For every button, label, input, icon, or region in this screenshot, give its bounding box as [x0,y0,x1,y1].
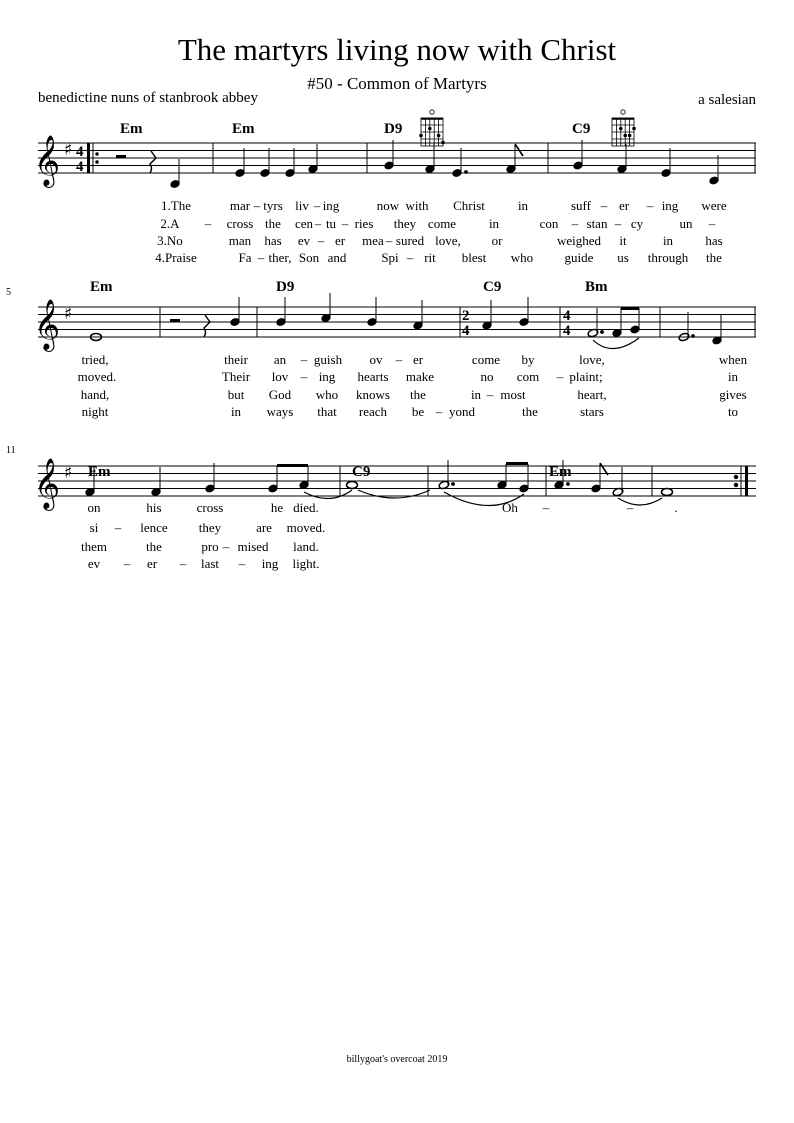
lyric-syllable: er [146,556,158,571]
lyric-syllable: stan [586,216,608,231]
lyric-syllable: hand, [80,387,110,402]
lyric-syllable: it [619,233,627,248]
lyricist-credit: benedictine nuns of stanbrook abbey [38,90,258,106]
lyric-syllable: by [521,352,535,367]
lyric-syllable: mea [362,233,384,248]
lyric-syllable: in [230,404,242,419]
lyric-syllable: ther, [268,250,292,265]
time-signature-bottom: 4 [462,323,470,339]
lyric-syllable: com [516,369,540,384]
lyric-syllable: un [679,216,693,231]
lyric-syllable: that [317,404,337,419]
time-signature-top: 4 [76,144,84,160]
lyric-syllable: tried, [81,352,109,367]
lyric-syllable: guide [564,250,594,265]
lyric-syllable: light. [292,556,320,571]
lyric-syllable: – [314,216,322,231]
lyric-syllable: er [618,198,630,213]
measure-number: 11 [6,445,16,456]
lyric-syllable: the [522,404,538,419]
lyric-syllable: cen [294,216,314,231]
lyric-syllable: – [646,198,654,213]
lyric-syllable: us [617,250,629,265]
lyric-syllable: – [542,500,550,515]
lyric-syllable: – [556,369,564,384]
lyric-syllable: Fa [238,250,252,265]
lyric-syllable: 4.Praise [155,250,197,265]
lyric-syllable: knows [356,387,390,402]
guitar-chord-diagram-d9 [419,110,445,146]
lyric-syllable: plaint; [569,369,603,384]
lyric-syllable: er [334,233,346,248]
lyric-syllable: – [204,216,212,231]
time-signature-top: 4 [563,308,571,324]
lyric-syllable: ev [297,233,311,248]
lyric-syllable: sured [395,233,425,248]
lyric-syllable: yond [449,404,475,419]
lyric-syllable: or [491,233,503,248]
lyric-syllable: ries [354,216,374,231]
chord-symbols [88,121,608,480]
treble-clef: 𝄞 [34,458,61,509]
lyric-syllable: – [600,198,608,213]
lyric-syllable: cy [630,216,644,231]
lyric-syllable: – [406,250,414,265]
notes-system-2 [91,293,756,349]
lyric-syllable: 3.No [157,233,183,248]
lyric-syllable: man [228,233,252,248]
lyric-syllable: ing [322,198,340,213]
chord-symbol: Em [90,279,113,295]
notes-system-3 [85,460,748,506]
lyric-syllable: – [614,216,622,231]
lyric-syllable: gives [719,387,747,402]
lyric-syllable: ing [318,369,336,384]
lyric-syllable: mar [229,198,251,213]
lyric-syllable: – [179,556,187,571]
lyric-syllable: love, [579,352,605,367]
lyric-syllable: moved. [286,520,326,535]
lyric-syllable: last [200,556,220,571]
lyric-syllable: ov [369,352,383,367]
lyric-syllable: blest [461,250,487,265]
lyric-syllable: – [626,500,634,515]
lyric-syllable: – [300,352,308,367]
lyric-syllable: – [123,556,131,571]
lyric-syllable: . [674,500,678,515]
lyric-syllable: were [701,198,727,213]
lyric-syllable: cross [226,216,254,231]
lyric-syllable: mised [237,539,269,554]
chord-symbol: Em [549,464,572,480]
lyric-syllable: – [708,216,716,231]
lyric-syllable: – [114,520,122,535]
chord-symbol: D9 [384,121,403,137]
lyric-syllable: tu [325,216,337,231]
lyric-syllable: are [256,520,272,535]
lyric-syllable: and [327,250,347,265]
song-title: The martyrs living now with Christ [177,32,617,67]
lyric-syllable: liv [295,198,309,213]
lyric-syllable: con [539,216,559,231]
lyric-syllable: his [146,500,162,515]
composer-credit: a salesian [698,92,756,108]
lyric-syllable: an [273,352,287,367]
lyric-syllable: no [480,369,494,384]
lyric-syllable: – [317,233,325,248]
lyric-syllable: stars [580,404,604,419]
chord-symbol: C9 [352,464,371,480]
lyric-syllable: God [268,387,292,402]
treble-clef: 𝄞 [34,299,61,350]
lyric-syllable: pro [201,539,219,554]
lyric-syllable: in [727,369,739,384]
lyric-syllable: ing [661,198,679,213]
lyric-syllable: now [376,198,400,213]
footer-credit: billygoat's overcoat 2019 [346,1054,448,1065]
lyric-syllable: be [411,404,425,419]
chord-symbol: C9 [572,121,591,137]
lyric-syllable: come [427,216,457,231]
lyric-syllable: he [270,500,284,515]
lyric-syllable: them [81,539,107,554]
lyric-syllable: they [393,216,417,231]
chord-symbol: Em [120,121,143,137]
lyric-syllable: suff [571,198,591,213]
chord-symbol: D9 [276,279,295,295]
lyric-syllable: – [571,216,579,231]
lyric-syllable: ev [87,556,101,571]
lyric-syllable: the [410,387,426,402]
lyric-syllable: in [517,198,529,213]
lyric-syllable: – [238,556,246,571]
song-subtitle: #50 - Common of Martyrs [307,74,487,93]
lyric-syllable: when [718,352,748,367]
lyric-syllable: Spi [381,250,399,265]
lyric-syllable: died. [293,500,319,515]
staff-system-3 [38,466,756,496]
lyric-syllable: hearts [357,369,389,384]
lyric-syllable: moved. [77,369,117,384]
lyric-syllable: weighed [556,233,602,248]
lyric-syllable: – [385,233,393,248]
lyric-syllable: Oh [502,500,518,515]
measure-number: 5 [6,287,11,298]
lyric-syllable: lence [140,520,168,535]
lyric-syllable: – [300,369,308,384]
time-signature-bottom: 4 [76,159,84,175]
lyric-syllable: on [87,500,101,515]
notes-system-1 [116,140,755,188]
lyric-syllable: Christ [453,198,485,213]
lyric-syllable: cross [196,500,224,515]
time-signature-bottom: 4 [563,323,571,339]
lyric-syllable: ways [266,404,294,419]
lyric-syllable: 1.The [161,198,191,213]
lyric-syllable: love, [435,233,461,248]
lyric-syllable: tyrs [263,198,283,213]
chord-symbol: Em [232,121,255,137]
lyric-syllable: the [146,539,162,554]
lyric-syllable: the [706,250,722,265]
key-signature-sharp: ♯ [64,140,73,160]
lyric-syllable: – [395,352,403,367]
key-signature-sharp: ♯ [64,463,73,483]
treble-clef: 𝄞 [34,135,61,186]
staff-system-1 [38,143,756,173]
lyric-syllable: ing [261,556,279,571]
key-signature-sharp: ♯ [64,304,73,324]
lyric-syllable: who [315,387,339,402]
lyric-syllable: 2.A [160,216,180,231]
time-signature-top: 2 [462,308,470,324]
lyric-syllable: Their [221,369,251,384]
lyric-syllable: Son [298,250,320,265]
lyric-syllable: to [727,404,739,419]
lyric-syllable: in [488,216,500,231]
lyric-syllable: they [198,520,222,535]
lyric-syllable: – [435,404,443,419]
lyric-syllable: si [89,520,99,535]
lyric-syllable: come [471,352,501,367]
lyric-syllable: in [470,387,482,402]
lyric-syllable: guish [313,352,343,367]
lyric-syllable: reach [358,404,388,419]
chord-symbol: Bm [585,279,608,295]
lyric-syllable: has [705,233,723,248]
lyric-syllable: er [412,352,424,367]
lyric-syllable: – [313,198,321,213]
lyric-syllable: – [486,387,494,402]
chord-symbol: Em [88,464,111,480]
lyric-syllable: make [405,369,435,384]
lyric-syllable: – [253,198,261,213]
lyric-syllable: most [500,387,526,402]
lyric-syllable: the [265,216,281,231]
lyric-syllable: through [647,250,689,265]
lyric-syllable: with [405,198,429,213]
lyric-syllable: their [224,352,248,367]
lyric-syllable: lov [271,369,289,384]
guitar-chord-diagram-c9 [612,110,636,146]
lyric-syllable: has [264,233,282,248]
lyric-syllable: in [662,233,674,248]
lyric-syllable: – [222,539,230,554]
lyric-syllable: but [227,387,245,402]
lyric-syllable: who [510,250,534,265]
lyric-syllable: land. [293,539,319,554]
lyric-syllable: heart, [577,387,607,402]
lyric-syllable: night [81,404,109,419]
lyrics [78,198,748,571]
chord-symbol: C9 [483,279,502,295]
lyric-syllable: rit [424,250,436,265]
staff-system-2 [38,307,756,337]
lyric-syllable: – [257,250,265,265]
lyric-syllable: – [341,216,349,231]
